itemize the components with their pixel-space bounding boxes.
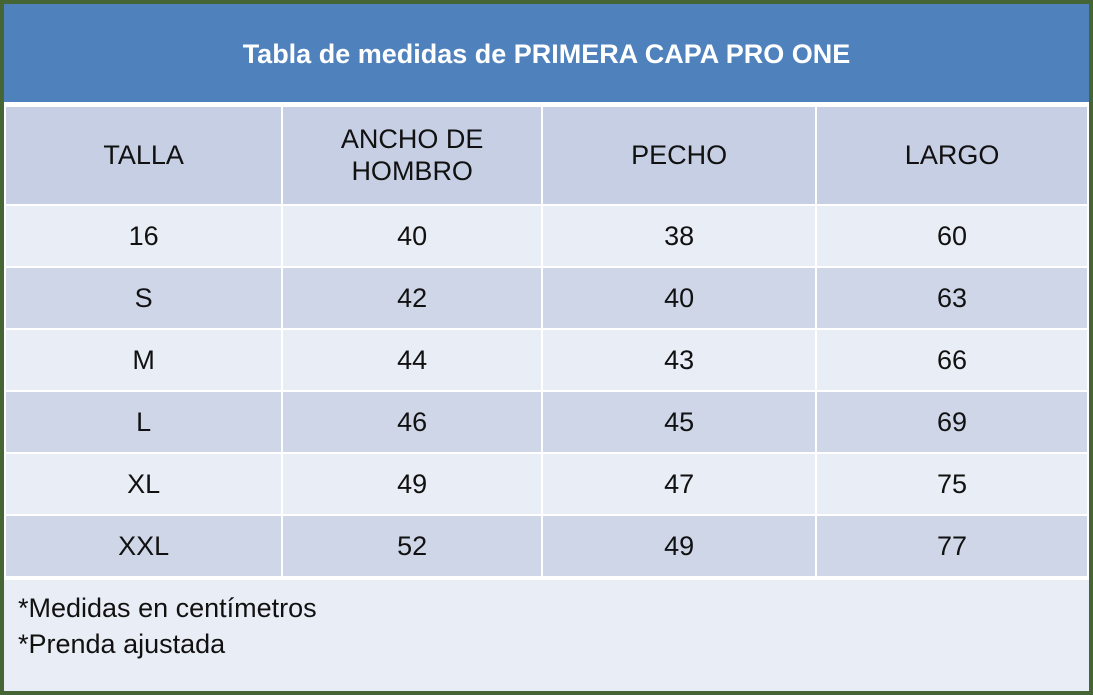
table-row [5, 267, 1088, 329]
cell-largo: 60 [816, 205, 1088, 267]
cell-ancho-de-hombro: 49 [282, 453, 542, 515]
footnote-prenda: *Prenda ajustada [18, 629, 226, 660]
cell-pecho: 43 [542, 329, 816, 391]
cell-talla: 16 [5, 205, 282, 267]
cell-largo: 66 [816, 329, 1088, 391]
column-header-ancho-de-hombro: ANCHO DE HOMBRO [282, 106, 542, 205]
cell-pecho: 45 [542, 391, 816, 453]
table-row [5, 515, 1088, 577]
footnote-medidas: *Medidas en centímetros [18, 593, 317, 623]
table-body [5, 205, 1088, 577]
size-chart-container [4, 4, 1089, 691]
cell-ancho-de-hombro: 42 [282, 267, 542, 329]
table-row [5, 391, 1088, 453]
column-header-talla: TALLA [5, 106, 282, 205]
cell-talla: S [5, 267, 282, 329]
header-row [5, 106, 1088, 205]
measurements-table [4, 105, 1089, 578]
cell-pecho: 47 [542, 453, 816, 515]
column-header-largo: LARGO [816, 106, 1088, 205]
cell-talla: XXL [5, 515, 282, 577]
table-row [5, 205, 1088, 267]
cell-pecho: 40 [542, 267, 816, 329]
table-row [5, 329, 1088, 391]
column-header-pecho: PECHO [542, 106, 816, 205]
cell-pecho: 38 [542, 205, 816, 267]
table-row [5, 453, 1088, 515]
cell-talla: M [5, 329, 282, 391]
cell-largo: 77 [816, 515, 1088, 577]
cell-talla: L [5, 391, 282, 453]
cell-ancho-de-hombro: 52 [282, 515, 542, 577]
cell-ancho-de-hombro: 40 [282, 205, 542, 267]
cell-ancho-de-hombro: 44 [282, 329, 542, 391]
cell-largo: 63 [816, 267, 1088, 329]
cell-largo: 69 [816, 391, 1088, 453]
cell-pecho: 49 [542, 515, 816, 577]
cell-talla: XL [5, 453, 282, 515]
cell-largo: 75 [816, 453, 1088, 515]
page-title: Tabla de medidas de PRIMERA CAPA PRO ONE [4, 4, 1089, 105]
table-header [5, 106, 1088, 205]
cell-ancho-de-hombro: 46 [282, 391, 542, 453]
footnotes [4, 578, 1089, 691]
